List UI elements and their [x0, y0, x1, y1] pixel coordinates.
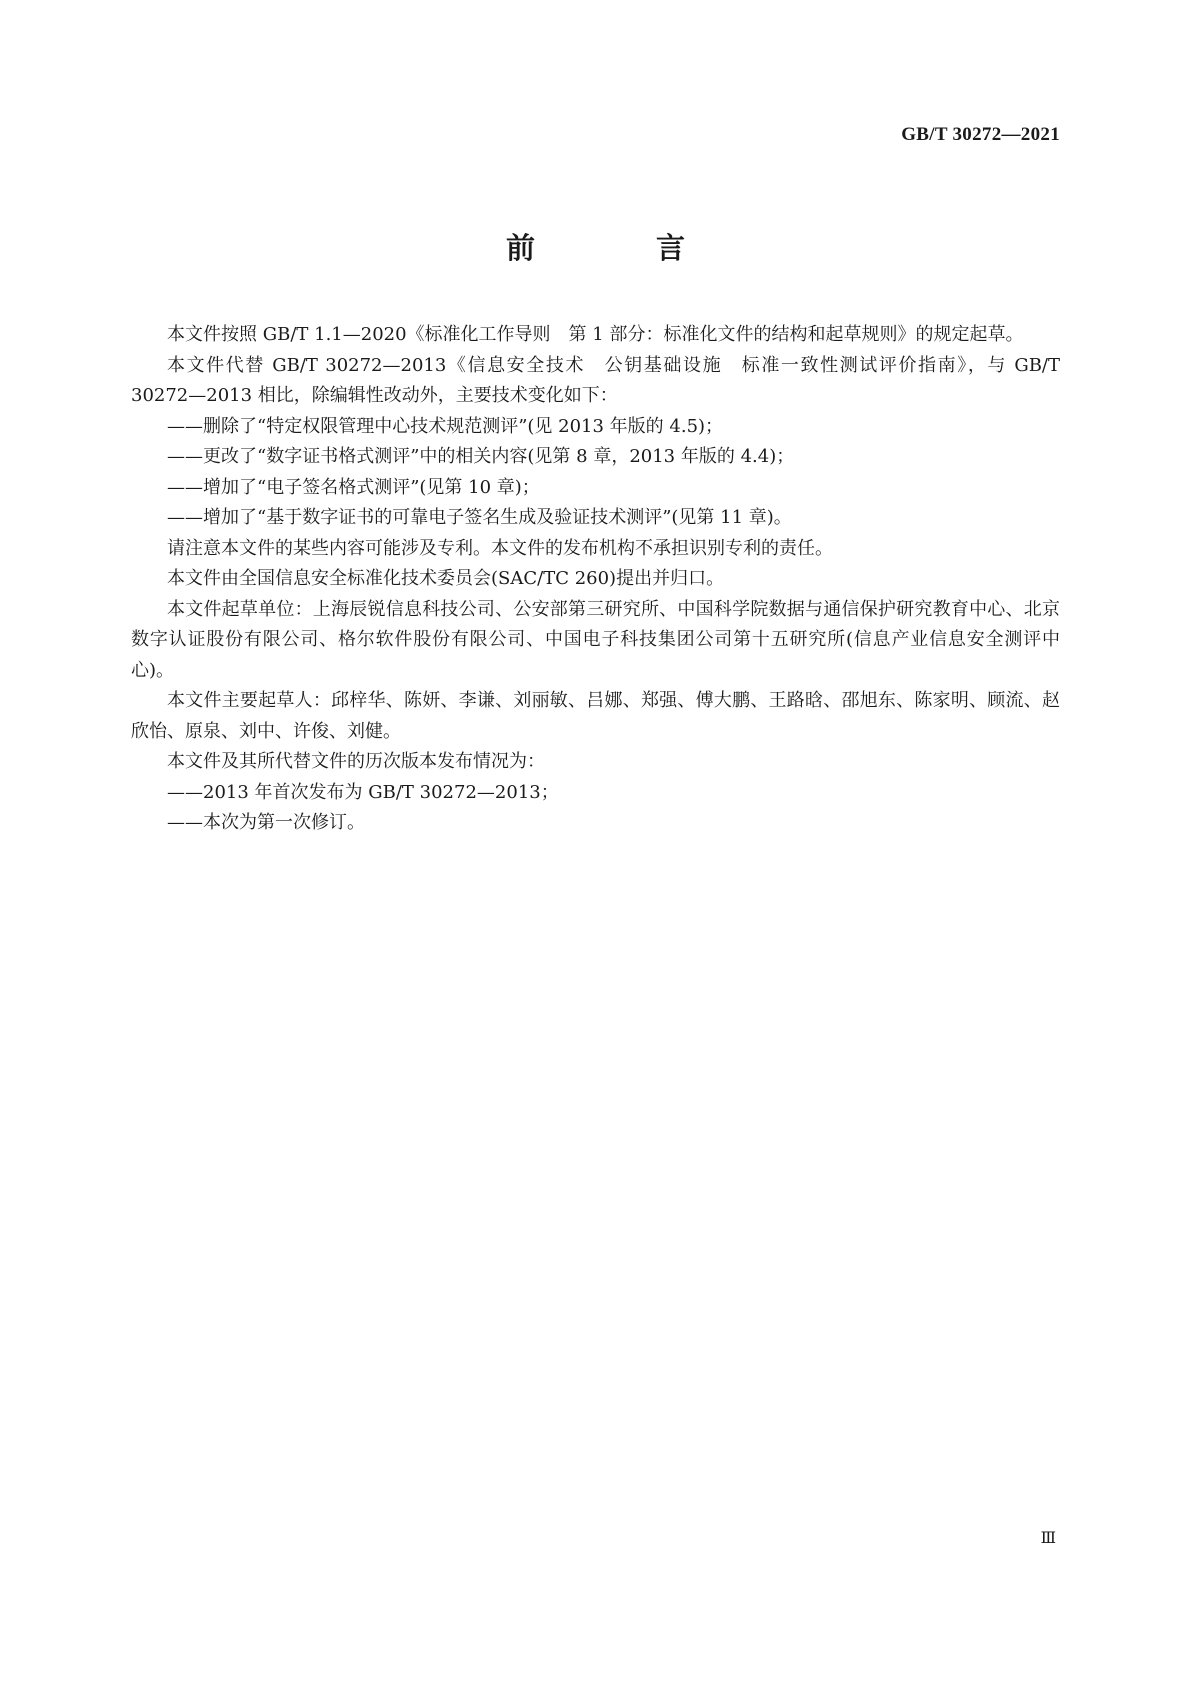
paragraph-replacement: 本文件代替 GB/T 30272—2013《信息安全技术 公钥基础设施 标准一致性测试评价指南》，与 GB/T 30272—2013 相比，除编辑性改动外，主要技术变化如下：: [131, 354, 1060, 406]
history-item: ——本次为第一次修订。: [167, 812, 365, 833]
paragraph-drafting-rules: 本文件按照 GB/T 1.1—2020《标准化工作导则 第 1 部分：标准化文件的结构和起草规则》的规定起草。: [167, 324, 1024, 345]
paragraph-version-history: 本文件及其所代替文件的历次版本发布情况为：: [167, 751, 545, 772]
page-number: Ⅲ: [1040, 1528, 1056, 1547]
page-title: 前 言: [505, 231, 731, 265]
history-item: ——2013 年首次发布为 GB/T 30272—2013；: [167, 781, 559, 803]
foreword-body: [131, 320, 1060, 839]
change-item: ——删除了“特定权限管理中心技术规范测评”(见 2013 年版的 4.5)；: [167, 415, 724, 437]
paragraph-patent-notice: 请注意本文件的某些内容可能涉及专利。本文件的发布机构不承担识别专利的责任。: [167, 537, 833, 559]
change-item: ——增加了“电子签名格式测评”(见第 10 章)；: [167, 476, 540, 498]
paragraph-drafting-units: 本文件起草单位：上海辰锐信息科技公司、公安部第三研究所、中国科学院数据与通信保护研究教育中心、北京数字认证股份有限公司、格尔软件股份有限公司、中国电子科技集团公司第十五研究所(信息产业信息安全测评中心)。: [131, 598, 1060, 681]
standard-code: GB/T 30272—2021: [901, 124, 1060, 145]
paragraph-proposer: 本文件由全国信息安全标准化技术委员会(SAC/TC 260)提出并归口。: [167, 568, 725, 589]
change-item: ——增加了“基于数字证书的可靠电子签名生成及验证技术测评”(见第 11 章)。: [167, 507, 792, 528]
change-item: ——更改了“数字证书格式测评”中的相关内容(见第 8 章，2013 年版的 4.4)；: [167, 446, 795, 467]
paragraph-drafters: 本文件主要起草人：邱梓华、陈妍、李谦、刘丽敏、吕娜、郑强、傅大鹏、王路晗、邵旭东、陈家明、顾流、赵欣怡、原泉、刘中、许俊、刘健。: [131, 690, 1060, 742]
